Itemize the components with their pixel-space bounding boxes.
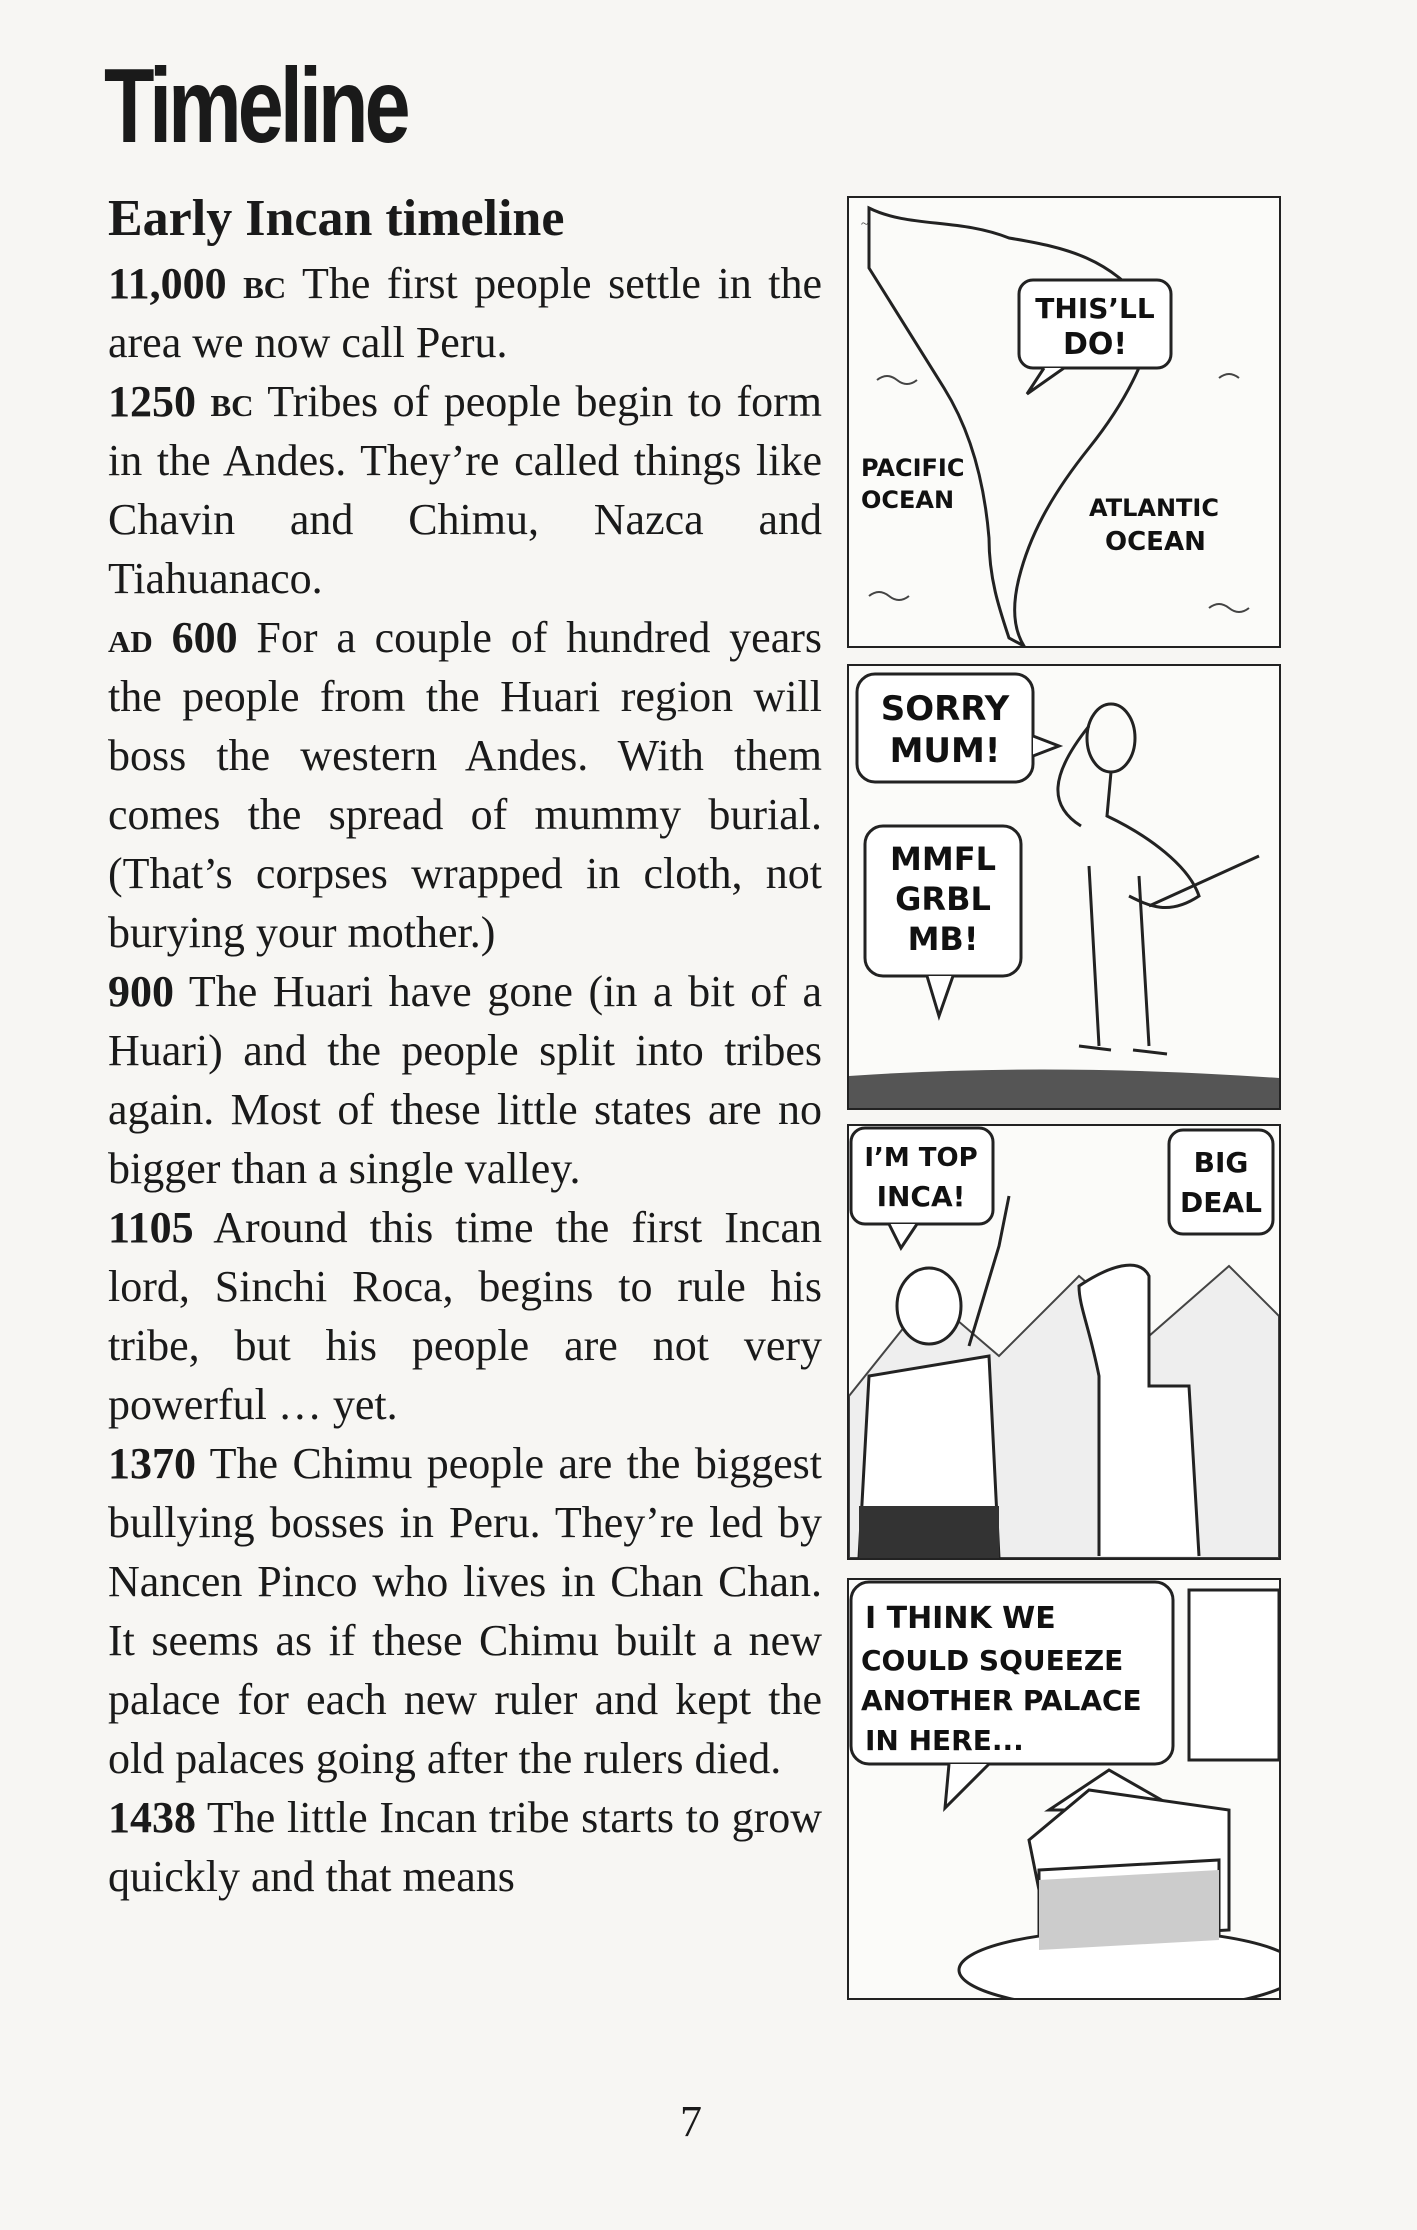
section-subtitle: Early Incan timeline xyxy=(108,190,565,247)
map-speech-line2: DO! xyxy=(1062,327,1128,362)
timeline-text xyxy=(108,254,822,1906)
pacific-label-line1: PACIFIC xyxy=(861,454,965,482)
mummy-speech2-line3: MB! xyxy=(907,920,979,958)
timeline-entry-900: 900 The Huari have gone (in a bit of a Huari) and the people split into tribes again. Most of these little states are no bigger than a single valley. xyxy=(108,967,822,1193)
cartoon-inca-llama-panel xyxy=(847,1124,1281,1560)
inca-llama-illustration xyxy=(849,1126,1279,1558)
palace-speech-line4: IN HERE... xyxy=(865,1724,1024,1757)
mummy-speech2-line1: MMFL xyxy=(890,840,996,878)
llama-speech-line2: DEAL xyxy=(1180,1186,1262,1219)
palace-speech-line3: ANOTHER PALACE xyxy=(861,1684,1142,1717)
cartoon-palace-panel xyxy=(847,1578,1281,2000)
mummy-illustration xyxy=(849,666,1279,1108)
mummy-speech1-line2: MUM! xyxy=(889,731,1001,771)
map-speech-line1: THIS’LL xyxy=(1035,292,1155,325)
pacific-label-line2: OCEAN xyxy=(861,486,955,514)
palace-illustration xyxy=(849,1580,1279,1998)
mummy-speech2-line2: GRBL xyxy=(895,880,991,918)
south-america-map-illustration xyxy=(849,198,1279,646)
mummy-speech1-line1: SORRY xyxy=(880,689,1010,729)
page-number: 7 xyxy=(680,2097,702,2146)
inca-speech-line2: INCA! xyxy=(876,1180,966,1213)
timeline-entry-1438: 1438 The little Incan tribe starts to grow quickly and that means xyxy=(108,1793,822,1901)
timeline-entry-1250bc: 1250 bc Tribes of people begin to form in the Andes. They’re called things like Chavin and Chimu, Nazca and Tiahuanaco. xyxy=(108,377,823,603)
palace-speech-line2: COULD SQUEEZE xyxy=(861,1644,1124,1677)
atlantic-label-line2: OCEAN xyxy=(1105,527,1206,557)
cartoon-mummy-panel xyxy=(847,664,1281,1110)
timeline-entry-1370: 1370 The Chimu people are the biggest bullying bosses in Peru. They’re led by Nancen Pinco who lives in Chan Chan. It seems as if these Chimu built a new palace for each new ruler and kept the old palaces going after the rulers died. xyxy=(108,1439,822,1783)
timeline-entry-ad600: ad 600 For a couple of hundred years the people from the Huari region will boss the western Andes. With them comes the spread of mummy burial. (That’s corpses wrapped in cloth, not burying your mother.) xyxy=(108,613,823,957)
llama-speech-line1: BIG xyxy=(1193,1146,1249,1179)
atlantic-label-line1: ATLANTIC xyxy=(1089,494,1219,522)
timeline-entry-11000bc: 11,000 bc The first people settle in the area we now call Peru. xyxy=(108,259,823,367)
timeline-entry-1105: 1105 Around this time the first Incan lord, Sinchi Roca, begins to rule his tribe, but his people are not very powerful … yet. xyxy=(108,1203,822,1429)
page-title: Timeline xyxy=(104,47,407,165)
inca-speech-line1: I’M TOP xyxy=(864,1143,978,1173)
svg-text:~: ~ xyxy=(861,217,869,232)
cartoon-map-panel xyxy=(847,196,1281,648)
palace-speech-line1: I THINK WE xyxy=(865,1601,1056,1636)
